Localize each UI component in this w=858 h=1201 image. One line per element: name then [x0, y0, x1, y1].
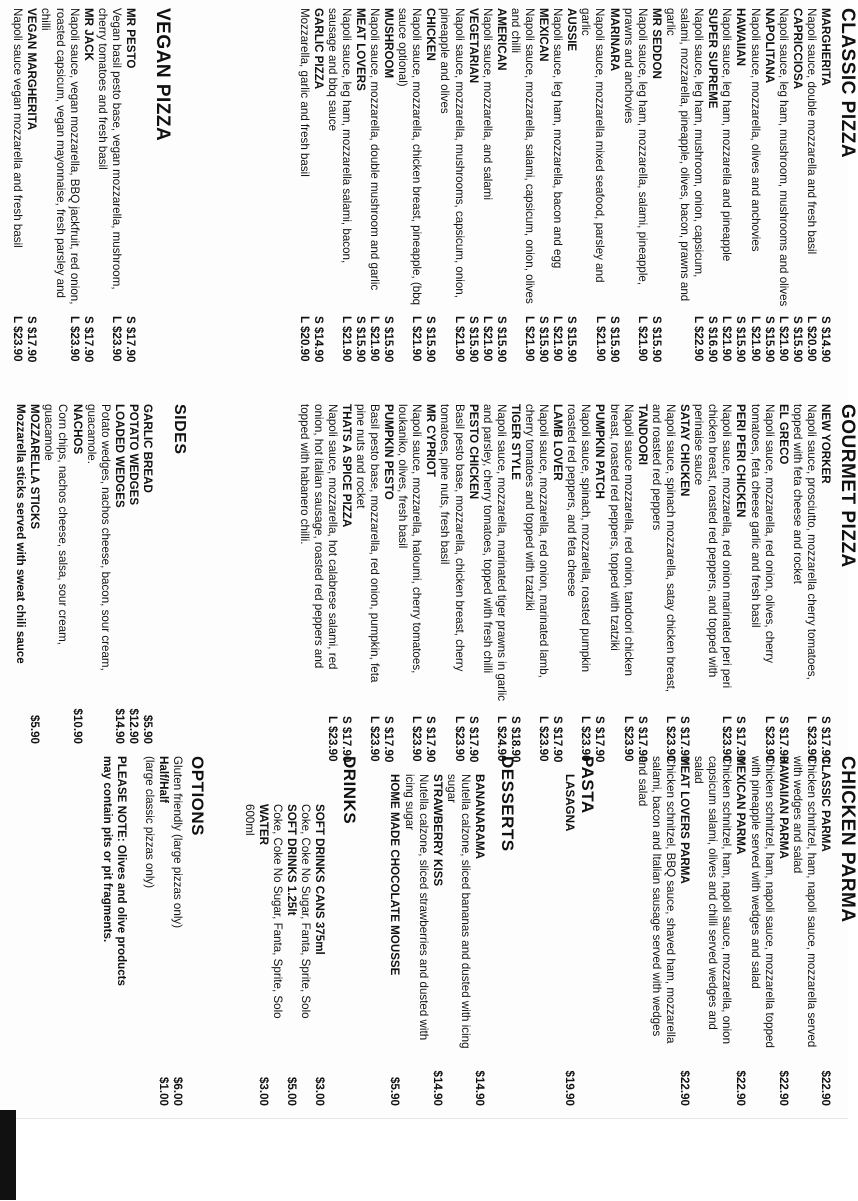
menu-item	[395, 8, 438, 363]
page-edge	[0, 1118, 848, 1201]
item-description: Coke, Coke No Sugar, Fanta, Sprite, Solo	[270, 804, 284, 1019]
item-name: PUMPKIN PESTO	[382, 404, 396, 500]
item-price-large: L $23.90	[11, 316, 25, 362]
vegan-pizza-list	[10, 8, 137, 398]
item-description: Basil pesto base, mozzarella, red onion, pumpkin, feta pine nuts and rocket	[353, 404, 381, 683]
item-description: Corn chips, nachos cheese, salsa, sour cream, guacamole	[42, 404, 70, 646]
menu-item	[607, 404, 649, 763]
item-description: Napoli sauce, mozzarella, red onion, marinated lamb, cherry tomatoes and topped with tzatziki	[523, 404, 551, 678]
item-description: Napoli sauce, mozzarella, olives and anchovies	[748, 8, 762, 252]
item-name: THATS A SPICE PIZZA	[339, 404, 353, 528]
options-list	[142, 756, 184, 1146]
item-price-small: S $15.90	[607, 316, 621, 363]
item-name: CLASSIC PARMA	[819, 756, 832, 852]
item-name: SOFT DRINKS 1.25lt	[284, 804, 298, 916]
item-price-small: S $15.90	[382, 316, 396, 363]
allergy-note: PLEASE NOTE: Olives and olive products may contain pits or pit fragments.	[100, 756, 128, 986]
menu-item	[437, 8, 480, 363]
menu-item	[140, 404, 154, 744]
item-price-small: S $17.90	[382, 716, 396, 763]
item-name: PERI PERI CHICKEN	[734, 404, 748, 518]
item-price-large: L $23.90	[452, 716, 466, 762]
item-description: Nutella calzone, sliced bananas and dusted with icing sugar	[444, 774, 472, 1049]
item-name: SOFT DRINKS CANS 375ml	[313, 804, 326, 955]
item-description: Chicken schnitzel, ham, napoli sauce, mozzarella served with wedges and salad	[790, 756, 818, 1048]
menu-item	[508, 8, 551, 363]
item-price-large: L $23.90	[720, 716, 734, 762]
menu-item	[95, 8, 137, 363]
menu-item	[562, 774, 576, 1106]
item-price: $12.90	[126, 708, 140, 744]
item-description: Napoli sauce, mozzarella, marinated tiger prawns in garlic and parsley, cherry tomatoes, topped with fresh chilli	[480, 404, 508, 702]
item-description: Chicken schnitzel, ham, napoli sauce, mozzarella, onion capsicum salami, olives and chilli served wedges and salad	[692, 756, 734, 1045]
column-gourmet-sides	[0, 398, 858, 798]
item-price-large: L $23.90	[664, 716, 678, 762]
menu-item	[719, 8, 748, 363]
classic-pizza-heading: CLASSIC PIZZA	[837, 8, 858, 159]
pasta-section	[562, 756, 598, 1146]
item-price-large: L $23.90	[410, 716, 424, 762]
item-price-small: S $17.90	[734, 716, 748, 763]
vegan-section	[10, 8, 173, 398]
item-name: HOME MADE CHOCOLATE MOUSSE	[388, 774, 402, 976]
item-name: HAWAIIAN	[734, 8, 748, 66]
item-price-small: S $15.90	[537, 316, 551, 363]
menu-item	[142, 756, 170, 1106]
item-name: MARGHERITA	[819, 8, 832, 86]
drinks-list	[241, 804, 326, 1146]
menu-item	[747, 8, 776, 363]
item-price-small: S $15.90	[424, 316, 438, 363]
item-price-small: S $17.90	[25, 316, 39, 363]
options-section	[100, 756, 208, 1146]
item-name: STRAWBERRY KISS	[430, 774, 444, 887]
item-name: TIGER STYLE	[508, 404, 522, 481]
item-name: MR CYPRIOT	[424, 404, 438, 477]
item-price-large: L $21.90	[748, 316, 762, 362]
menu-item	[804, 8, 832, 363]
item-price: $6.00	[171, 1076, 184, 1106]
item-description: Vegan basil pesto base, vegan mozzarella, mushroom, cherry tomatoes and fresh basil	[95, 8, 123, 290]
menu-item	[126, 404, 140, 744]
item-name: HAWAIIAN PARMA	[776, 756, 790, 859]
item-price: $19.90	[563, 1070, 576, 1106]
item-price-small: S $15.90	[734, 316, 748, 363]
menu-item	[621, 8, 663, 363]
menu-item	[241, 804, 270, 1106]
item-price-large: L $21.90	[339, 316, 353, 362]
item-description: Potato wedges, nachos cheese, bacon, sour cream, guacamole.	[84, 404, 112, 671]
sides-list	[13, 404, 154, 796]
item-price-large: L $22.90	[692, 316, 706, 362]
menu-item	[170, 756, 184, 1106]
classic-section	[296, 8, 858, 398]
item-price-small: S $15.90	[790, 316, 804, 363]
item-price: $22.90	[819, 1070, 832, 1106]
menu-item	[480, 404, 522, 763]
item-price-large: L $21.90	[551, 316, 565, 362]
item-description: Napoli sauce, mozzarella, haloumi, cherry tomatoes, loukaniko, olives, fresh basil	[396, 404, 424, 674]
item-description: Napoli sauce, spinach, mozzarella, roasted pumpkin roasted red peppers, and feta cheese	[565, 404, 593, 673]
item-description: Napoli sauce, leg ham, mozzarella salami, bacon, sausage and bbq sauce	[325, 8, 353, 264]
menu-item	[353, 404, 396, 763]
item-price-large: L $21.90	[452, 316, 466, 362]
column-classic-vegan	[0, 0, 858, 400]
parma-list	[635, 756, 832, 1146]
item-description: Coke, Coke No Sugar, Fanta, Sprite, Solo	[298, 804, 312, 1019]
item-name: MEXICAN	[537, 8, 551, 62]
menu-item	[401, 774, 444, 1106]
item-description: Basil pesto base, mozzarella, chicken breast, cherry tomatoes, pine nuts, fresh basil	[438, 404, 466, 672]
item-price-small: S $15.90	[649, 316, 663, 363]
menu-item	[635, 756, 692, 1106]
item-description: Gluten friendly (large pizzas only)	[171, 756, 184, 929]
item-name: MR SEDDON	[649, 8, 663, 79]
item-description: Napoli sauce mozzarella, red onion, tandoori chicken breast, roasted red peppers, topped with tzatziki	[607, 404, 635, 676]
item-name: MR JACK	[81, 8, 95, 61]
item-name: Mozzarella sticks served with sweat chili sauce	[14, 404, 28, 664]
item-name: MEAT LOVERS	[353, 8, 367, 91]
desserts-section	[387, 756, 518, 1146]
item-name: SATAY CHICKEN	[678, 404, 692, 497]
item-price-large: L $21.90	[480, 316, 494, 362]
item-price-small: S $17.90	[776, 716, 790, 763]
item-price-large: L $23.90	[325, 716, 339, 762]
menu-item	[325, 8, 367, 363]
chicken-parma-heading: CHICKEN PARMA	[837, 756, 858, 923]
menu-item	[550, 8, 579, 363]
vegan-pizza-heading: VEGAN PIZZA	[152, 8, 173, 142]
item-description: Napoli sauce, mozzarella, salami, capsicum, onion, olives and chilli	[508, 8, 537, 304]
item-description: Napoli sauce, mozzarella, hot calabrese salami, red onion, hot italian sausage, roasted red peppers and topped with habanero chilli.	[297, 404, 339, 670]
item-price-large: L $21.90	[720, 316, 734, 362]
item-price-large: L $21.90	[635, 316, 649, 362]
item-description: Napoli sauce, leg ham, mushroom, onion, capsicum, salami, mozzarella, pineapple, olives, bacon, prawns and garlic	[663, 8, 706, 302]
item-description: Napoli sauce, leg ham, mozzarella and pineapple	[720, 8, 734, 262]
item-description: 600ml	[242, 804, 256, 836]
menu-item	[41, 404, 84, 744]
menu-item	[296, 404, 353, 763]
item-price: $3.00	[313, 1076, 326, 1106]
item-price-large: L $21.90	[523, 316, 537, 362]
item-name: MOZZARELLA STICKS	[28, 404, 42, 530]
menu-item	[296, 8, 325, 363]
menu-item	[27, 404, 42, 744]
item-name: PESTO CHICKEN	[466, 404, 480, 500]
item-name: CAPRICCIOSA	[790, 8, 804, 90]
item-price-small: S $16.90	[706, 316, 720, 363]
drinks-section	[241, 756, 360, 1146]
item-price: $14.90	[430, 1070, 444, 1106]
item-description: Napoli sauce, mozzarella, red onion marinated peri peri chicken breast, roasted red peppers, and topped with perinaise sauce	[692, 404, 734, 689]
item-description: Napoli sauce, mozzarella, mushrooms, capsicum, onion, pineapple and olives	[438, 8, 466, 298]
item-name: WATER	[256, 804, 270, 846]
menu-item	[564, 404, 607, 763]
item-price-small: S $17.90	[551, 716, 565, 763]
item-description: Napoli sauce, leg ham, mozzarella, salami, pineapple, prawns and anchovies	[621, 8, 649, 286]
item-price: $5.90	[141, 714, 154, 744]
item-name: NEW YORKER	[819, 404, 832, 484]
drinks-heading: DRINKS	[340, 756, 359, 825]
item-price: $14.90	[112, 708, 126, 744]
desserts-heading: DESSERTS	[498, 756, 517, 852]
item-name: CHICKEN	[424, 8, 438, 61]
item-price-large: L $21.90	[368, 316, 382, 362]
pasta-heading: PASTA	[578, 756, 597, 814]
pasta-list	[562, 774, 576, 1146]
item-description: Napoli sauce, mozzarella, red onion, olives, cherry tomatoes, feta cheese garlic and fresh basil	[748, 404, 776, 664]
item-price: $1.00	[156, 1076, 170, 1106]
item-price-large: L $23.90	[67, 316, 81, 362]
item-price-small: S $14.90	[819, 316, 832, 363]
item-name: GARLIC PIZZA	[311, 8, 325, 90]
item-name: NACHOS	[70, 404, 84, 455]
item-price-small: S $17.90	[819, 716, 832, 763]
item-price-large: L $23.90	[621, 716, 635, 762]
item-description: Napoli sauce, leg ham, mushroom, mushrooms and olives	[776, 8, 790, 307]
item-description: Mozzarella, garlic and fresh basil	[297, 8, 311, 177]
options-heading: OPTIONS	[188, 756, 207, 837]
item-price-large: L $21.90	[410, 316, 424, 362]
item-name: VEGAN MARGHERITA	[25, 8, 39, 131]
item-name: GARLIC BREAD	[141, 404, 154, 493]
item-description: Napoli sauce, prosciutto, mozzarella cherry tomatoes, topped with feta cheese and rocket	[790, 404, 818, 680]
item-price-small: S $17.90	[124, 316, 137, 363]
item-name: NAPOLITANA	[762, 8, 776, 84]
item-price: $5.90	[28, 714, 42, 744]
column-parma-drinks	[0, 750, 858, 1150]
item-name: MUSHROOM	[382, 8, 396, 79]
item-name: LASAGNA	[563, 774, 576, 832]
item-price: $10.90	[70, 708, 84, 744]
item-price-small: S $17.90	[635, 716, 649, 763]
menu-item	[10, 8, 39, 363]
menu-item	[270, 804, 298, 1106]
item-price: $14.90	[473, 1070, 486, 1106]
item-price-small: S $15.90	[466, 316, 480, 363]
menu-item	[444, 774, 486, 1106]
item-price-small: S $17.90	[678, 716, 692, 763]
menu-item	[84, 404, 126, 744]
item-price: $3.00	[256, 1076, 270, 1106]
item-price-large: L $23.90	[762, 716, 776, 762]
item-name: TANDOORI	[635, 404, 649, 465]
item-price-small: S $14.90	[311, 316, 325, 363]
item-price-small: S $18.90	[508, 716, 522, 763]
item-price-large: L $23.90	[368, 716, 382, 762]
item-description: Napoli sauce vegan mozzarella and fresh basil	[11, 8, 25, 248]
item-description: Napoli sauce, mozzarella, and salami	[480, 8, 494, 201]
menu-item	[13, 404, 27, 704]
gourmet-pizza-list	[296, 404, 832, 796]
item-price-small: S $17.90	[339, 716, 353, 763]
item-price: $22.90	[678, 1070, 692, 1106]
menu-item	[691, 756, 748, 1106]
menu-item	[663, 8, 720, 363]
item-price: $5.90	[388, 1076, 402, 1106]
item-price-small: S $15.90	[353, 316, 367, 363]
classic-pizza-list	[296, 8, 832, 398]
item-price: $5.00	[284, 1076, 298, 1106]
item-description: Napoli sauce, mozzarella, double mushroom and garlic	[368, 8, 381, 291]
parma-section	[635, 756, 858, 1146]
item-description: Chicken schnitzel, BBQ sauce, shaved ham, mozzarella salami, bacon and Italian sausage served with wedges and salad	[635, 756, 677, 1044]
item-name: MARINARA	[607, 8, 621, 72]
item-description: Chicken schnitzel, ham, napoli sauce, mozzarella topped with pineapple served with wedges and salad	[748, 756, 776, 1048]
menu-item	[367, 8, 396, 363]
item-name: VEGETARIAN	[466, 8, 480, 84]
item-name: MEXICAN PARMA	[734, 756, 748, 855]
menu-item	[437, 404, 480, 763]
item-price-large: L $21.90	[776, 316, 790, 362]
item-description: Napoli sauce, spinach mozzarella, satay chicken breast, and roasted red peppers	[649, 404, 677, 693]
item-price-large: L $20.90	[297, 316, 311, 362]
item-price-small: S $15.90	[565, 316, 579, 363]
item-name: LAMB LOVER	[551, 404, 565, 481]
scan-mark	[0, 1110, 16, 1200]
item-price-small: S $17.90	[466, 716, 480, 763]
item-description: Napoli sauce, double mozzarella and fresh basil	[804, 8, 818, 255]
item-description: Napoli sauce, mozzarella mixed seafood, parsley and garlic	[579, 8, 607, 283]
menu-item	[578, 8, 621, 363]
menu-item	[38, 8, 95, 363]
item-price-small: S $17.90	[593, 716, 607, 763]
item-price-large: L $24.90	[494, 716, 508, 762]
item-description: Napoli sauce, leg ham, mozzarella, bacon and egg	[551, 8, 565, 269]
item-name: POTATO WEDGES	[126, 404, 140, 506]
menu-item	[691, 404, 748, 763]
item-price-small: S $15.90	[762, 316, 776, 363]
item-name: LOADED WEDGES	[112, 404, 126, 508]
desserts-list	[387, 774, 486, 1146]
item-price-small: S $17.90	[424, 716, 438, 763]
item-description: Napoli sauce, vegan mozzarella, BBQ jackfruit, red onion, roasted capsicum, vegan mayonnaise, fresh parsley and chilli	[39, 8, 81, 305]
item-name: BANANARAMA	[473, 774, 486, 860]
menu-item	[522, 404, 565, 763]
item-name: Half/Half	[156, 756, 170, 804]
item-name: SUPER SUPREME	[706, 8, 720, 109]
gourmet-section	[296, 404, 858, 796]
item-price-large: L $23.90	[110, 316, 123, 362]
menu-item	[790, 756, 832, 1106]
item-name: PUMPKIN PATCH	[593, 404, 607, 499]
sides-section	[13, 404, 190, 796]
item-price-large: L $23.90	[805, 716, 818, 762]
item-name: MR PESTO	[124, 8, 137, 69]
menu-item	[747, 404, 790, 763]
item-name: AUSSIE	[565, 8, 579, 52]
item-price: $22.90	[734, 1070, 748, 1106]
item-price-small: S $15.90	[494, 316, 508, 363]
item-name: AMERICAN	[494, 8, 508, 71]
item-description: (large classic pizzas only)	[142, 756, 156, 889]
item-price-large: L $23.90	[537, 716, 551, 762]
sides-heading: SIDES	[171, 404, 188, 455]
gourmet-pizza-heading: GOURMET PIZZA	[837, 404, 858, 568]
menu-item	[649, 404, 692, 763]
item-price-small: S $17.90	[81, 316, 95, 363]
menu-item	[480, 8, 508, 363]
item-price-large: L $21.90	[593, 316, 607, 362]
menu-item	[298, 804, 326, 1106]
menu-item	[747, 756, 790, 1106]
item-name: EL GRECO	[776, 404, 790, 465]
menu-item	[387, 774, 402, 1106]
item-description: Nutella calzone, sliced strawberries and dusted with icing sugar	[402, 774, 430, 1041]
item-price-large: L $23.90	[579, 716, 593, 762]
item-price: $22.90	[776, 1070, 790, 1106]
item-description: Napoli sauce, mozzarella, chicken breast, pineapple, (bbq sauce optional)	[396, 8, 424, 306]
item-price-large: L $20.90	[805, 316, 818, 362]
menu-item	[790, 404, 832, 763]
item-name: MEAT LOVERS PARMA	[678, 756, 692, 884]
menu-item	[776, 8, 804, 363]
menu-item	[395, 404, 438, 763]
